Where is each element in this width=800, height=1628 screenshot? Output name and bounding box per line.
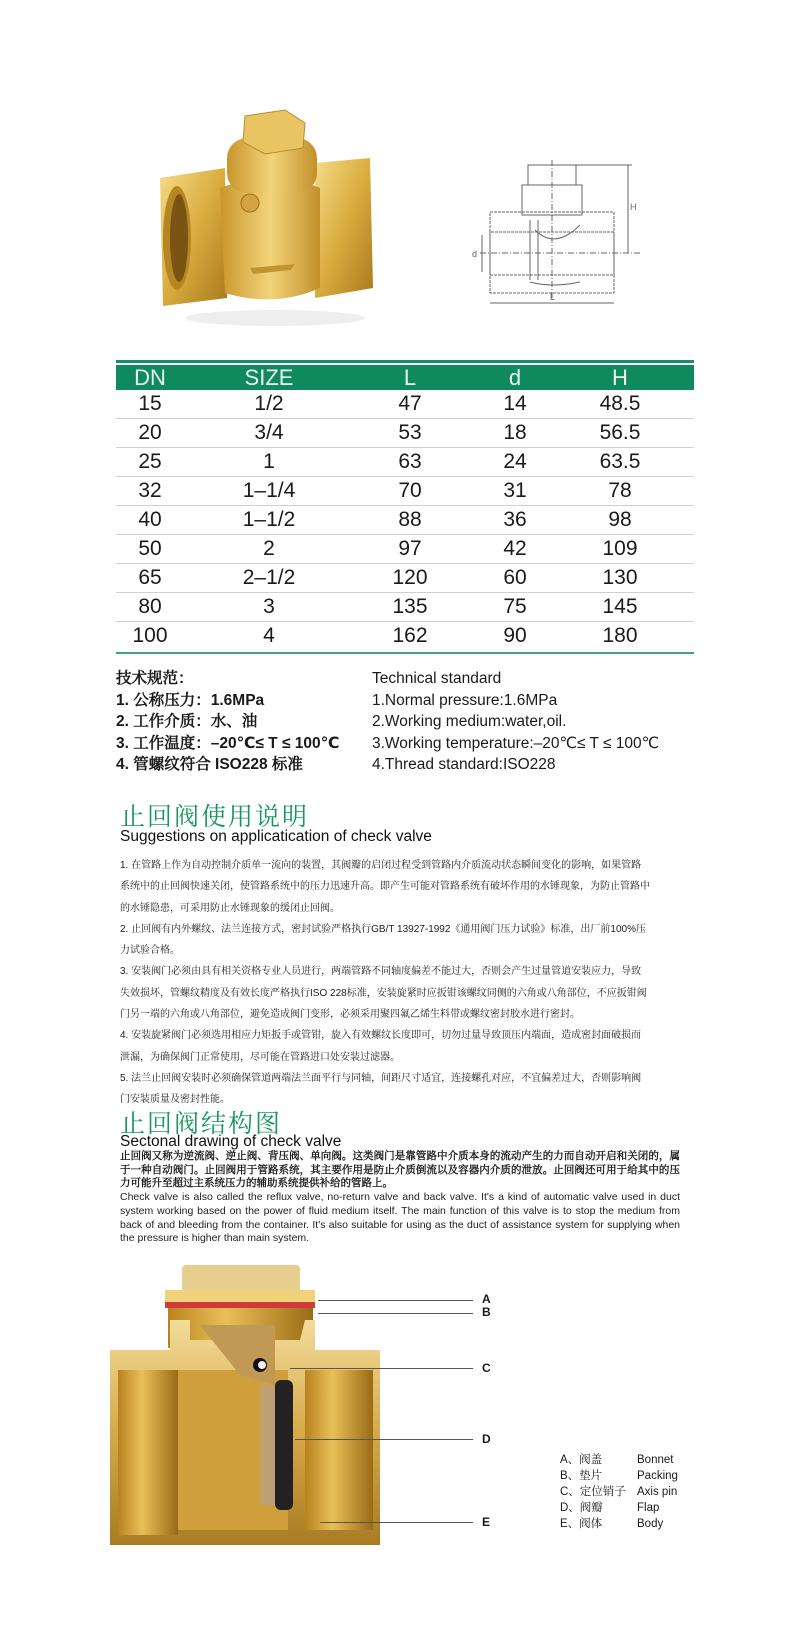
table-row	[116, 593, 694, 622]
table-cell: 1/2	[254, 392, 284, 415]
spec-item: 3.Working temperature:–20℃≤ T ≤ 100℃	[372, 734, 660, 752]
specs-zh-title: 技术规范：	[116, 670, 194, 687]
parts-legend	[560, 1452, 678, 1532]
usage-paragraph: 5. 法兰止回阀安装时必须确保管道两端法兰面平行与同轴，间距尺寸适宜，连接螺孔对应，不宜偏差过大，否则影响阀门安装质量及密封性能。	[120, 1072, 642, 1106]
usage-title-en: Suggestions on applicatication of check valve	[120, 828, 432, 845]
legend-zh: E、阀体	[560, 1518, 603, 1530]
table-row	[116, 390, 694, 419]
usage-paragraph: 3. 安装阀门必须由具有相关资格专业人员进行，两端管路不同轴度偏差不能过大，否则会产生过量管道安装应力，导致失效损坏，管螺纹精度及有效长度严格执行ISO 228标准，安装旋紧时应扳钳该螺纹同侧的六角或八角部位，不应扳钳阀门另一端的六角或八角部位，避免造成阀门变形，必须采用聚四氟乙烯生料带或螺纹密封胶水进行密封。	[120, 966, 647, 1021]
table-cell: 100	[132, 624, 168, 647]
usage-paragraph: 2. 止回阀有内外螺纹、法兰连接方式，密封试验严格执行GB/T 13927-1992《通用阀门压力试验》标准，出厂前100%压力试验合格。	[120, 923, 647, 957]
callout-b: B	[482, 1305, 491, 1319]
table-cell: 63.5	[599, 450, 641, 473]
table-row	[116, 506, 694, 535]
spec-item: 1.Normal pressure:1.6MPa	[372, 691, 558, 709]
table-cell: 18	[503, 421, 527, 444]
table-cell: 78	[608, 479, 632, 502]
table-row	[116, 564, 694, 593]
table-cell: 2–1/2	[242, 566, 296, 589]
dim-label-h: H	[630, 202, 637, 212]
spec-item: 2.Working medium:water,oil.	[372, 713, 567, 730]
callout-line-a	[318, 1300, 473, 1301]
table-cell: 70	[398, 479, 422, 502]
check-valve-dimension-drawing-icon	[472, 160, 645, 310]
table-cell: 98	[608, 508, 632, 531]
table-cell: 32	[138, 479, 162, 502]
table-row	[116, 477, 694, 506]
check-valve-cutaway-photo-icon	[110, 1265, 410, 1550]
table-row	[116, 448, 694, 477]
intro-zh: 止回阀又称为逆流阀、逆止阀、背压阀、单向阀。这类阀门是靠管路中介质本身的流动产生的力而自动开启和关闭的，属于一种自动阀门。止回阀用于管路系统，其主要作用是防止介质倒流以及容器内介质的泄放。止回阀还可用于给其中的压力可能升至超过主系统压力的辅助系统提供补给的管路上。	[120, 1150, 680, 1190]
table-cell: 1	[263, 450, 275, 473]
table-cell: 162	[392, 624, 428, 647]
callout-line-b	[318, 1313, 473, 1314]
table-cell: 120	[392, 566, 428, 589]
table-cell: 3	[263, 595, 275, 618]
header-d: d	[508, 364, 522, 390]
spec-item: 4.Thread standard:ISO228	[372, 756, 556, 773]
table-cell: 50	[138, 537, 162, 560]
table-cell: 53	[398, 421, 422, 444]
legend-row	[560, 1452, 678, 1468]
legend-en: Body	[637, 1518, 664, 1530]
dimension-table	[116, 360, 694, 654]
structure-intro	[120, 1150, 680, 1246]
table-cell: 36	[503, 508, 527, 531]
table-cell: 75	[503, 595, 527, 618]
legend-en: Flap	[637, 1502, 660, 1514]
specs-zh	[116, 668, 339, 776]
legend-row	[560, 1468, 678, 1484]
table-cell: 1–1/4	[242, 479, 296, 502]
table-cell: 20	[138, 421, 162, 444]
table-cell: 40	[138, 508, 162, 531]
table-cell: 135	[392, 595, 428, 618]
legend-zh: A、阀盖	[560, 1454, 603, 1466]
header-size: SIZE	[244, 364, 294, 390]
table-cell: 97	[398, 537, 422, 560]
dim-label-l: L	[550, 292, 556, 302]
spec-item: 2. 工作介质：水、油	[116, 713, 258, 730]
header-dn: DN	[134, 364, 166, 390]
table-cell: 14	[503, 392, 527, 415]
table-cell: 65	[138, 566, 162, 589]
legend-en: Packing	[637, 1470, 678, 1482]
table-cell: 25	[138, 450, 162, 473]
spec-item: 4. 管螺纹符合 ISO228 标准	[116, 756, 303, 773]
callout-e: E	[482, 1515, 491, 1529]
callout-line-d	[295, 1439, 473, 1440]
table-row	[116, 622, 694, 650]
brass-valve-photo	[155, 108, 395, 333]
table-cell: 4	[263, 624, 275, 647]
table-header-row	[116, 365, 694, 390]
table-cell: 47	[398, 392, 422, 415]
legend-zh: C、定位销子	[560, 1486, 626, 1498]
legend-row	[560, 1484, 678, 1500]
usage-paragraph: 4. 安装旋紧阀门必须选用相应力矩扳手或管钳，旋入有效螺纹长度即可，切勿过量导致顶压内端面，造成密封面破损而泄漏，为确保阀门正常使用，尽可能在管路进口处安装过滤器。	[120, 1030, 642, 1063]
table-bottom-rule	[116, 652, 694, 654]
dim-label-d: d	[472, 249, 478, 259]
table-cell: 88	[398, 508, 422, 531]
specs-en-title: Technical standard	[372, 670, 502, 687]
callout-line-c	[290, 1368, 473, 1369]
usage-paragraphs	[120, 855, 650, 1111]
table-row	[116, 535, 694, 564]
structure-title-en: Sectonal drawing of check valve	[120, 1133, 342, 1150]
usage-title-zh: 止回阀使用说明	[120, 803, 310, 831]
table-cell: 1–1/2	[242, 508, 296, 531]
table-cell: 2	[263, 537, 275, 560]
intro-en: Check valve is also called the reflux valve, no-return valve and back valve. It's a kind of automatic valve used in duct system working based on the power of fluid medium itself. The main function of this valve is to stop the medium from back of and bleeding from the container. It's also suitable for using as the duct of assistance system for supplying when the pressure is higher than main system.	[120, 1191, 680, 1245]
spec-item: 1. 公称压力：1.6MPa	[116, 691, 265, 709]
header-h: H	[612, 364, 628, 390]
brass-swing-check-valve-photo-icon	[155, 108, 395, 333]
legend-row	[560, 1500, 678, 1516]
callout-line-e	[320, 1522, 473, 1523]
legend-zh: D、阀瓣	[560, 1502, 603, 1514]
callout-a: A	[482, 1292, 491, 1306]
cutaway-drawing	[110, 1265, 410, 1550]
usage-paragraph: 1. 在管路上作为自动控制介质单一流向的装置，其阀瓣的启闭过程受到管路内介质流动状态瞬间变化的影响，如果管路系统中的止回阀快速关闭，使管路系统中的压力迅速升高。即产生可能对管路系统有破坏作用的水锤现象，为防止管路中的水锤隐患，可采用防止水锤现象的缓闭止回阀。	[120, 860, 650, 914]
table-cell: 48.5	[599, 392, 641, 415]
table-cell: 56.5	[599, 421, 641, 444]
table-cell: 109	[602, 537, 638, 560]
table-cell: 130	[602, 566, 638, 589]
table-cell: 180	[602, 624, 638, 647]
callout-c: C	[482, 1361, 491, 1375]
table-cell: 60	[503, 566, 527, 589]
table-row	[116, 419, 694, 448]
table-cell: 145	[602, 595, 638, 618]
table-cell: 15	[138, 392, 162, 415]
structure-title-zh: 止回阀结构图	[120, 1110, 283, 1138]
table-cell: 63	[398, 450, 422, 473]
legend-en: Bonnet	[637, 1454, 674, 1466]
callout-d: D	[482, 1432, 491, 1446]
legend-en: Axis pin	[637, 1486, 678, 1498]
legend-row	[560, 1516, 678, 1532]
table-cell: 24	[503, 450, 527, 473]
table-cell: 90	[503, 624, 527, 647]
specs-en	[372, 668, 659, 776]
dimension-drawing	[472, 160, 645, 310]
legend-zh: B、垫片	[560, 1470, 603, 1482]
table-cell: 31	[503, 479, 527, 502]
table-cell: 3/4	[254, 421, 284, 444]
table-cell: 80	[138, 595, 162, 618]
header-l: L	[403, 364, 417, 390]
spec-item: 3. 工作温度：–20℃≤ T ≤ 100℃	[116, 734, 340, 752]
table-cell: 42	[503, 537, 527, 560]
